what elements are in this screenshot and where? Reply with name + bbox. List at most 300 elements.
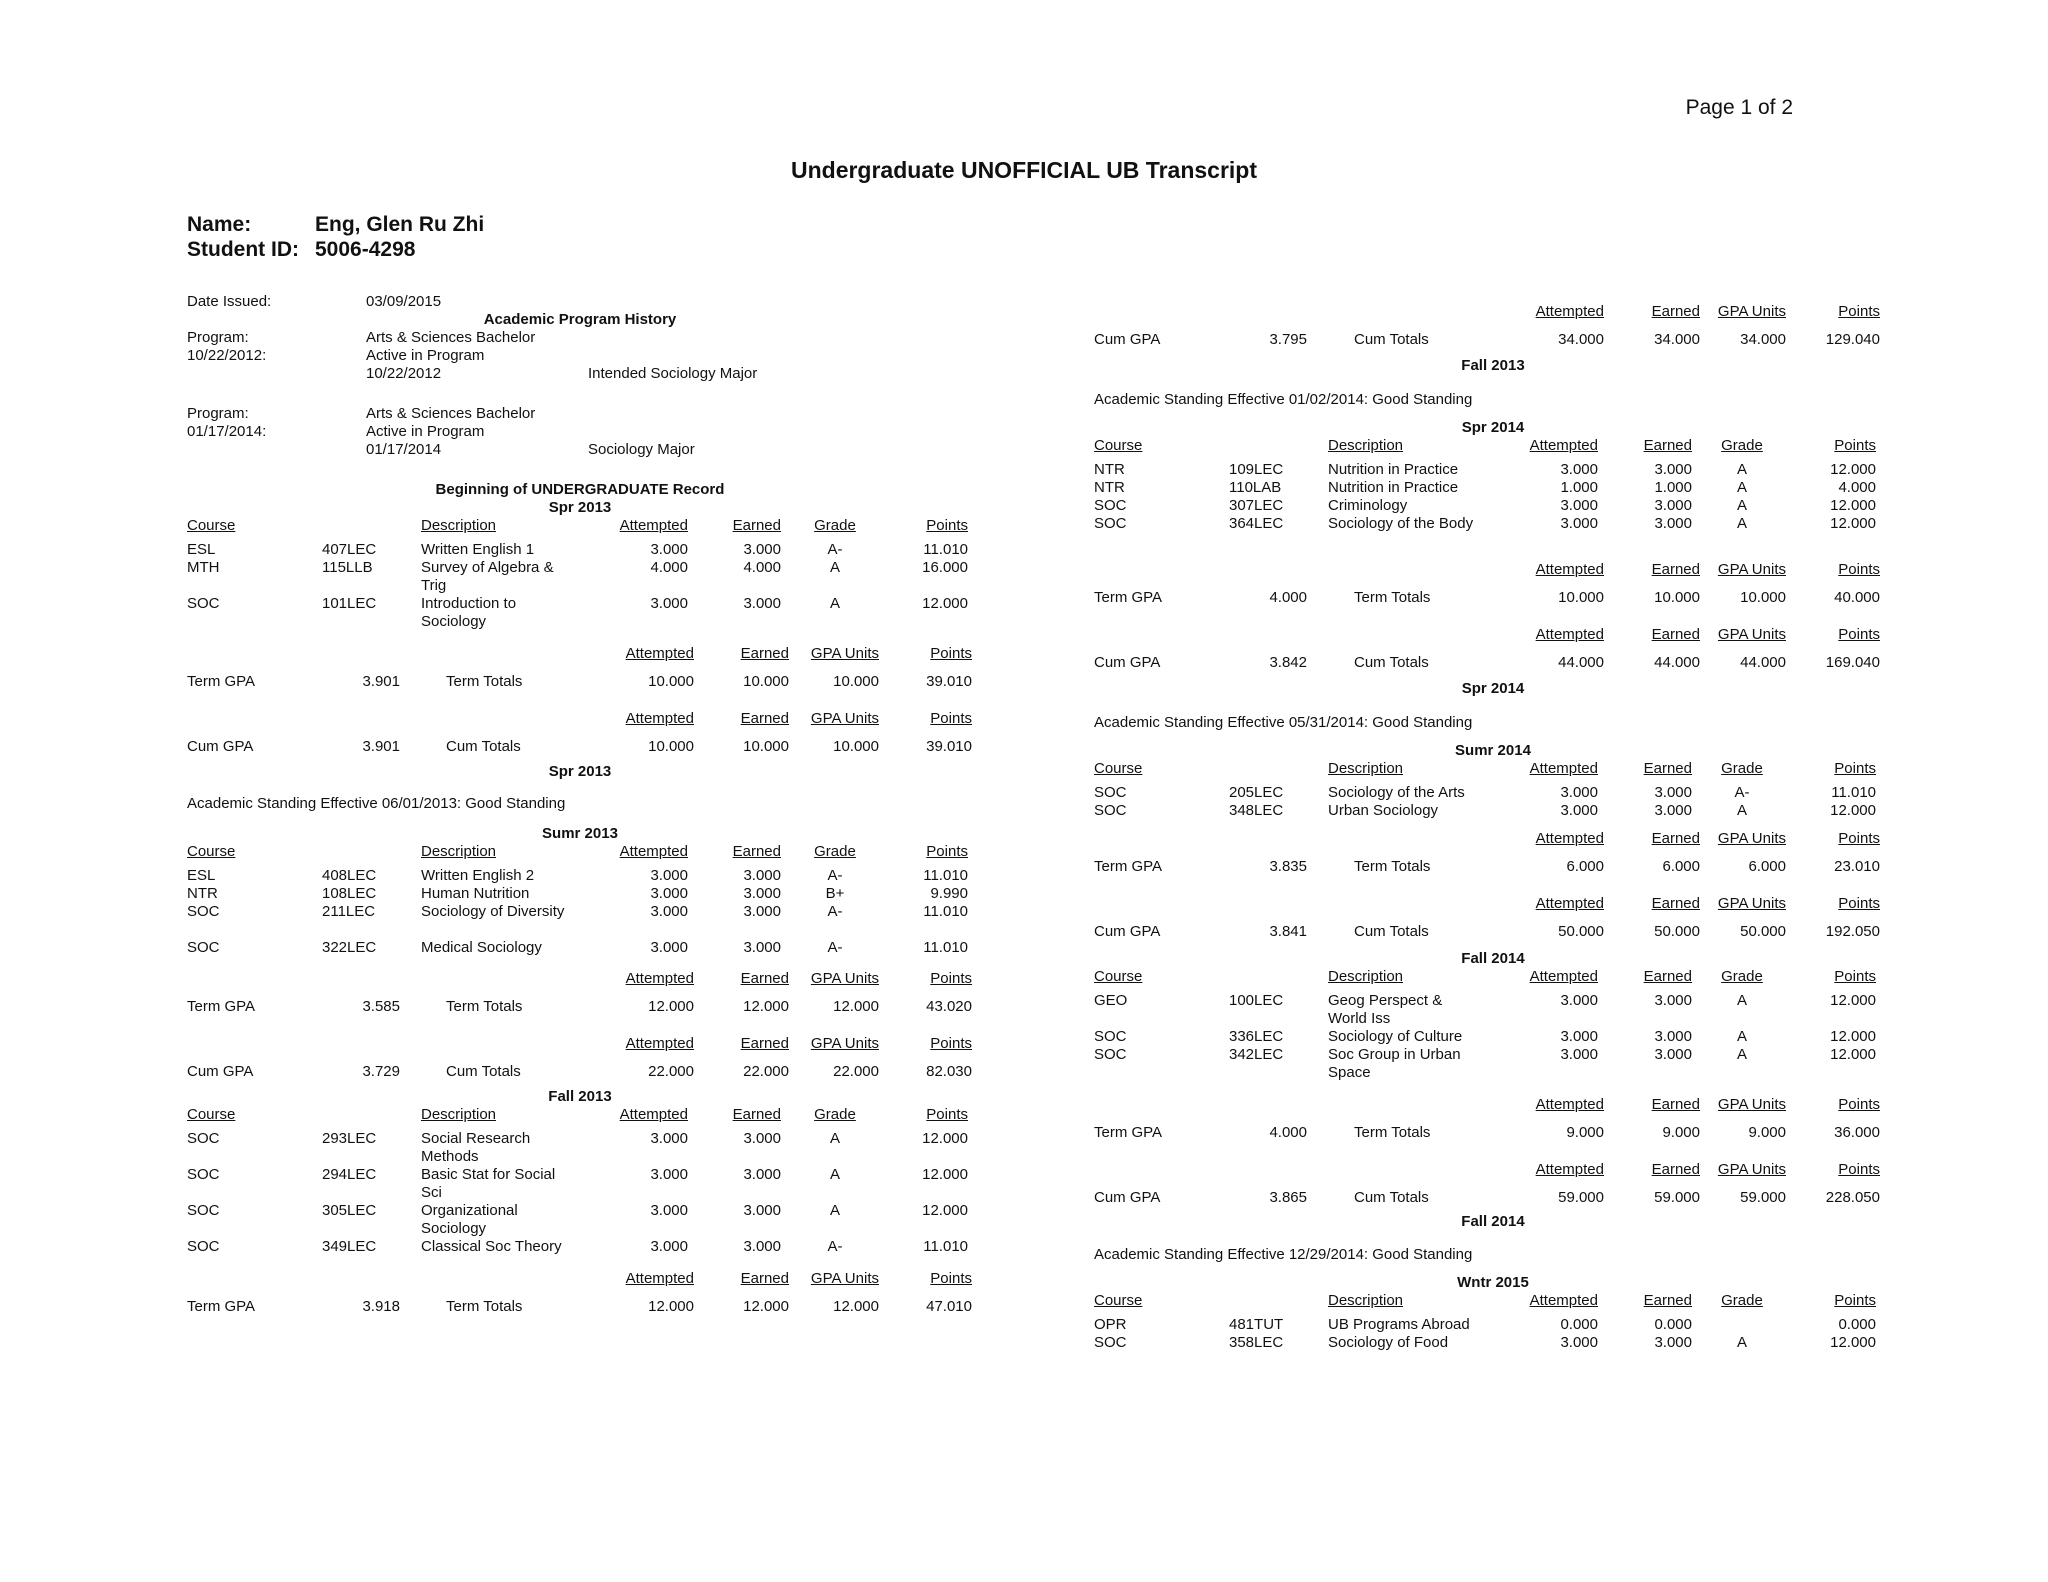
header-attempted: Attempted: [1535, 1096, 1604, 1113]
header-attempted: Attempted: [1535, 895, 1604, 912]
course-earned: 3.000: [1654, 461, 1692, 478]
header-attempted: Attempted: [619, 1106, 688, 1123]
course-attempted: 0.000: [1560, 1316, 1598, 1333]
course-description: Nutrition in Practice: [1328, 479, 1459, 496]
header-description: Description: [421, 517, 497, 534]
course-description: Classical Soc Theory: [421, 1238, 562, 1255]
course-earned: 3.000: [1654, 1334, 1692, 1351]
totals-points: 169.040: [1825, 654, 1880, 671]
header-points: Points: [1838, 1096, 1880, 1113]
course-number: 293LEC: [322, 1130, 377, 1147]
header-earned: Earned: [740, 970, 789, 987]
course-number: 358LEC: [1229, 1334, 1284, 1351]
header-attempted: Attempted: [1529, 1292, 1598, 1309]
course-points: 12.000: [922, 595, 968, 612]
header-attempted: Attempted: [1535, 1161, 1604, 1178]
course-description: Nutrition in Practice: [1328, 461, 1459, 478]
course-earned: 3.000: [1654, 802, 1692, 819]
course-points: 0.000: [1838, 1316, 1876, 1333]
totals-gpa-units: 10.000: [833, 738, 879, 755]
student-id-label: Student ID:: [187, 238, 299, 261]
term-gpa-label: Term GPA: [187, 673, 256, 690]
header-attempted: Attempted: [1535, 561, 1604, 578]
course-earned: 3.000: [743, 867, 781, 884]
term-title: Sumr 2014: [1455, 742, 1531, 759]
header-gpa-units: GPA Units: [1717, 1161, 1786, 1178]
program-label: Program:: [187, 405, 249, 422]
course-earned: 3.000: [743, 1202, 781, 1219]
totals-gpa-units: 12.000: [833, 1298, 879, 1315]
course-attempted: 3.000: [650, 595, 688, 612]
cum-gpa: 3.841: [1269, 923, 1307, 940]
header-points: Points: [1834, 1292, 1876, 1309]
header-earned: Earned: [740, 645, 789, 662]
cum-gpa: 3.901: [362, 738, 400, 755]
course-subject: SOC: [187, 595, 220, 612]
course-number: 211LEC: [322, 903, 376, 920]
cum-totals-label: Cum Totals: [1354, 331, 1429, 348]
course-number: 100LEC: [1229, 992, 1284, 1009]
course-description: Basic Stat for Social Sci: [421, 1166, 556, 1201]
totals-attempted: 12.000: [648, 1298, 694, 1315]
cum-totals-label: Cum Totals: [446, 738, 521, 755]
header-earned: Earned: [1643, 968, 1692, 985]
header-earned: Earned: [1643, 760, 1692, 777]
course-subject: ESL: [187, 867, 216, 884]
course-attempted: 3.000: [1560, 1028, 1598, 1045]
term-title: Spr 2014: [1461, 419, 1525, 436]
course-grade: A: [1736, 479, 1747, 496]
course-grade: A: [829, 1166, 840, 1183]
header-attempted: Attempted: [1535, 303, 1604, 320]
course-description: Medical Sociology: [421, 939, 542, 956]
standing-term: Fall 2014: [1461, 1213, 1525, 1230]
header-attempted: Attempted: [1529, 968, 1598, 985]
course-points: 9.990: [930, 885, 968, 902]
term-totals-label: Term Totals: [1354, 1124, 1431, 1141]
course-number: 481TUT: [1229, 1316, 1284, 1333]
course-subject: SOC: [1094, 1046, 1127, 1063]
header-description: Description: [1328, 760, 1404, 777]
course-number: 348LEC: [1229, 802, 1284, 819]
course-earned: 3.000: [1654, 992, 1692, 1009]
course-grade: A: [1736, 497, 1747, 514]
course-description: Human Nutrition: [421, 885, 530, 902]
course-subject: GEO: [1094, 992, 1128, 1009]
program-label: Program:: [187, 329, 249, 346]
date-issued: 03/09/2015: [366, 293, 442, 310]
totals-points: 47.010: [926, 1298, 972, 1315]
date-issued-label: Date Issued:: [187, 293, 272, 310]
totals-points: 23.010: [1834, 858, 1880, 875]
course-earned: 3.000: [1654, 515, 1692, 532]
course-attempted: 3.000: [1560, 802, 1598, 819]
header-gpa-units: GPA Units: [810, 710, 879, 727]
name-label: Name:: [187, 213, 252, 236]
course-number: 336LEC: [1229, 1028, 1284, 1045]
term-gpa-label: Term GPA: [1094, 858, 1163, 875]
course-attempted: 3.000: [650, 903, 688, 920]
header-grade: Grade: [814, 1106, 856, 1123]
header-description: Description: [1328, 1292, 1404, 1309]
cum-totals-label: Cum Totals: [1354, 654, 1429, 671]
totals-gpa-units: 10.000: [833, 673, 879, 690]
totals-points: 40.000: [1834, 589, 1880, 606]
course-number: 205LEC: [1229, 784, 1284, 801]
course-subject: SOC: [1094, 515, 1127, 532]
course-number: 109LEC: [1229, 461, 1284, 478]
header-earned: Earned: [1651, 561, 1700, 578]
academic-standing: Academic Standing Effective 05/31/2014: Good Standing: [1094, 714, 1473, 731]
course-grade: A: [1736, 802, 1747, 819]
course-earned: 3.000: [743, 1238, 781, 1255]
header-earned: Earned: [732, 1106, 781, 1123]
course-attempted: 3.000: [650, 1202, 688, 1219]
course-subject: NTR: [1094, 479, 1125, 496]
term-gpa: 3.835: [1269, 858, 1307, 875]
course-subject: NTR: [1094, 461, 1125, 478]
header-points: Points: [1838, 561, 1880, 578]
course-grade: A: [1736, 1028, 1747, 1045]
course-earned: 3.000: [1654, 1028, 1692, 1045]
cum-gpa: 3.795: [1269, 331, 1307, 348]
totals-points: 36.000: [1834, 1124, 1880, 1141]
cum-totals-label: Cum Totals: [446, 1063, 521, 1080]
course-subject: SOC: [187, 1202, 220, 1219]
course-description: Organizational Sociology: [421, 1202, 518, 1237]
header-grade: Grade: [1721, 968, 1763, 985]
course-attempted: 3.000: [1560, 992, 1598, 1009]
header-gpa-units: GPA Units: [1717, 830, 1786, 847]
program-date: 10/22/2012: [366, 365, 442, 382]
course-description: Soc Group in Urban Space: [1328, 1046, 1461, 1081]
header-points: Points: [926, 1106, 968, 1123]
course-number: 364LEC: [1229, 515, 1284, 532]
header-gpa-units: GPA Units: [810, 1035, 879, 1052]
totals-earned: 6.000: [1662, 858, 1700, 875]
header-gpa-units: GPA Units: [810, 970, 879, 987]
course-attempted: 3.000: [1560, 497, 1598, 514]
header-earned: Earned: [1651, 830, 1700, 847]
course-attempted: 3.000: [650, 939, 688, 956]
course-subject: SOC: [187, 939, 220, 956]
course-number: 342LEC: [1229, 1046, 1284, 1063]
course-earned: 3.000: [743, 903, 781, 920]
header-grade: Grade: [814, 517, 856, 534]
course-grade: A-: [827, 1238, 843, 1255]
course-description: Survey of Algebra & Trig: [421, 559, 554, 594]
course-grade: A: [1736, 992, 1747, 1009]
totals-attempted: 10.000: [1558, 589, 1604, 606]
term-totals-label: Term Totals: [446, 1298, 523, 1315]
header-grade: Grade: [1721, 437, 1763, 454]
totals-gpa-units: 59.000: [1740, 1189, 1786, 1206]
term-totals-label: Term Totals: [446, 673, 523, 690]
course-attempted: 3.000: [1560, 1334, 1598, 1351]
record-title: Beginning of UNDERGRADUATE Record: [435, 481, 725, 498]
course-grade: A: [829, 559, 840, 576]
header-points: Points: [1838, 895, 1880, 912]
course-grade: A-: [827, 867, 843, 884]
course-earned: 3.000: [743, 885, 781, 902]
course-points: 11.010: [923, 541, 968, 558]
cum-gpa-label: Cum GPA: [1094, 654, 1161, 671]
header-description: Description: [1328, 968, 1404, 985]
totals-points: 39.010: [926, 673, 972, 690]
course-points: 16.000: [922, 559, 968, 576]
header-attempted: Attempted: [619, 517, 688, 534]
header-attempted: Attempted: [625, 1035, 694, 1052]
course-points: 11.010: [923, 903, 968, 920]
totals-attempted: 10.000: [648, 738, 694, 755]
course-grade: A: [829, 595, 840, 612]
cum-gpa-label: Cum GPA: [187, 738, 254, 755]
header-points: Points: [930, 710, 972, 727]
course-subject: SOC: [187, 1238, 220, 1255]
course-attempted: 3.000: [650, 867, 688, 884]
header-attempted: Attempted: [1529, 437, 1598, 454]
totals-gpa-units: 22.000: [833, 1063, 879, 1080]
course-earned: 3.000: [743, 1130, 781, 1147]
header-points: Points: [930, 1270, 972, 1287]
course-number: 322LEC: [322, 939, 377, 956]
course-grade: A: [829, 1202, 840, 1219]
header-description: Description: [421, 843, 497, 860]
course-attempted: 1.000: [1560, 479, 1598, 496]
header-points: Points: [930, 645, 972, 662]
course-points: 12.000: [1830, 1046, 1876, 1063]
course-attempted: 3.000: [1560, 1046, 1598, 1063]
term-title: Fall 2014: [1461, 950, 1525, 967]
course-number: 101LEC: [322, 595, 377, 612]
program-name: Arts & Sciences Bachelor: [366, 329, 536, 346]
header-description: Description: [1328, 437, 1404, 454]
standing-term: Fall 2013: [1461, 357, 1525, 374]
course-description: Sociology of the Body: [1328, 515, 1474, 532]
course-earned: 3.000: [743, 541, 781, 558]
course-subject: ESL: [187, 541, 216, 558]
header-points: Points: [930, 1035, 972, 1052]
totals-points: 43.020: [926, 998, 972, 1015]
course-description: Sociology of Food: [1328, 1334, 1449, 1351]
header-earned: Earned: [732, 843, 781, 860]
program-date: 01/17/2014: [366, 441, 442, 458]
course-description: Written English 1: [421, 541, 535, 558]
header-gpa-units: GPA Units: [1717, 895, 1786, 912]
header-attempted: Attempted: [1535, 626, 1604, 643]
course-subject: SOC: [187, 903, 220, 920]
course-attempted: 3.000: [650, 1166, 688, 1183]
totals-gpa-units: 6.000: [1748, 858, 1786, 875]
header-gpa-units: GPA Units: [810, 645, 879, 662]
header-grade: Grade: [1721, 1292, 1763, 1309]
header-points: Points: [930, 970, 972, 987]
header-attempted: Attempted: [625, 970, 694, 987]
totals-earned: 44.000: [1654, 654, 1700, 671]
course-attempted: 3.000: [650, 541, 688, 558]
course-description: Sociology of Culture: [1328, 1028, 1463, 1045]
course-description: Written English 2: [421, 867, 535, 884]
header-points: Points: [926, 517, 968, 534]
totals-attempted: 50.000: [1558, 923, 1604, 940]
header-earned: Earned: [740, 1035, 789, 1052]
totals-attempted: 34.000: [1558, 331, 1604, 348]
totals-earned: 50.000: [1654, 923, 1700, 940]
course-number: 294LEC: [322, 1166, 377, 1183]
totals-gpa-units: 34.000: [1740, 331, 1786, 348]
course-earned: 3.000: [1654, 1046, 1692, 1063]
cum-totals-label: Cum Totals: [1354, 923, 1429, 940]
totals-earned: 9.000: [1662, 1124, 1700, 1141]
program-name: Arts & Sciences Bachelor: [366, 405, 536, 422]
header-gpa-units: GPA Units: [810, 1270, 879, 1287]
totals-attempted: 6.000: [1566, 858, 1604, 875]
totals-earned: 59.000: [1654, 1189, 1700, 1206]
header-earned: Earned: [1651, 1161, 1700, 1178]
course-attempted: 3.000: [1560, 784, 1598, 801]
totals-attempted: 44.000: [1558, 654, 1604, 671]
page-number: Page 1 of 2: [1685, 96, 1793, 119]
academic-standing: Academic Standing Effective 01/02/2014: Good Standing: [1094, 391, 1473, 408]
term-title: Spr 2013: [548, 499, 612, 516]
cum-gpa-label: Cum GPA: [187, 1063, 254, 1080]
term-totals-label: Term Totals: [1354, 858, 1431, 875]
totals-earned: 22.000: [743, 1063, 789, 1080]
course-grade: A: [829, 1130, 840, 1147]
totals-earned: 34.000: [1654, 331, 1700, 348]
course-grade: A-: [827, 903, 843, 920]
header-earned: Earned: [1651, 1096, 1700, 1113]
header-earned: Earned: [1643, 437, 1692, 454]
standing-term: Spr 2013: [548, 763, 612, 780]
course-grade: A: [1736, 461, 1747, 478]
course-points: 12.000: [1830, 497, 1876, 514]
course-attempted: 3.000: [650, 1238, 688, 1255]
totals-points: 228.050: [1825, 1189, 1880, 1206]
program-date-label: 01/17/2014:: [187, 423, 267, 440]
totals-earned: 10.000: [1654, 589, 1700, 606]
course-description: Social Research Methods: [421, 1130, 531, 1165]
totals-gpa-units: 12.000: [833, 998, 879, 1015]
course-points: 12.000: [922, 1166, 968, 1183]
course-description: UB Programs Abroad: [1328, 1316, 1470, 1333]
course-number: 110LAB: [1229, 479, 1282, 496]
header-course: Course: [187, 843, 236, 860]
course-number: 408LEC: [322, 867, 377, 884]
header-attempted: Attempted: [625, 710, 694, 727]
header-points: Points: [1834, 968, 1876, 985]
header-course: Course: [187, 517, 236, 534]
totals-gpa-units: 50.000: [1740, 923, 1786, 940]
course-earned: 3.000: [1654, 497, 1692, 514]
totals-gpa-units: 10.000: [1740, 589, 1786, 606]
header-attempted: Attempted: [1535, 830, 1604, 847]
cum-gpa-label: Cum GPA: [1094, 1189, 1161, 1206]
course-number: 349LEC: [322, 1238, 377, 1255]
totals-gpa-units: 44.000: [1740, 654, 1786, 671]
header-attempted: Attempted: [625, 1270, 694, 1287]
course-subject: NTR: [187, 885, 218, 902]
course-description: Introduction to Sociology: [421, 595, 517, 630]
cum-gpa: 3.729: [362, 1063, 400, 1080]
course-number: 307LEC: [1229, 497, 1284, 514]
header-attempted: Attempted: [619, 843, 688, 860]
course-subject: SOC: [187, 1130, 220, 1147]
course-description: Criminology: [1328, 497, 1408, 514]
course-earned: 3.000: [1654, 784, 1692, 801]
term-totals-label: Term Totals: [446, 998, 523, 1015]
header-description: Description: [421, 1106, 497, 1123]
header-course: Course: [1094, 760, 1143, 777]
course-earned: 1.000: [1654, 479, 1692, 496]
course-subject: SOC: [1094, 497, 1127, 514]
header-attempted: Attempted: [625, 645, 694, 662]
term-totals-label: Term Totals: [1354, 589, 1431, 606]
course-points: 11.010: [923, 1238, 968, 1255]
course-subject: SOC: [1094, 1334, 1127, 1351]
header-course: Course: [1094, 968, 1143, 985]
program-plan: Sociology Major: [588, 441, 695, 458]
course-attempted: 3.000: [650, 885, 688, 902]
course-subject: SOC: [1094, 1028, 1127, 1045]
course-points: 12.000: [1830, 992, 1876, 1009]
program-status: Active in Program: [366, 423, 485, 440]
course-earned: 0.000: [1654, 1316, 1692, 1333]
totals-attempted: 12.000: [648, 998, 694, 1015]
academic-standing: Academic Standing Effective 06/01/2013: Good Standing: [187, 795, 566, 812]
document-title: Undergraduate UNOFFICIAL UB Transcript: [790, 157, 1258, 183]
header-points: Points: [926, 843, 968, 860]
course-number: 108LEC: [322, 885, 377, 902]
course-number: 305LEC: [322, 1202, 377, 1219]
header-gpa-units: GPA Units: [1717, 561, 1786, 578]
student-name: Eng, Glen Ru Zhi: [315, 213, 485, 236]
course-points: 12.000: [922, 1202, 968, 1219]
course-description: Sociology of Diversity: [421, 903, 565, 920]
program-date-label: 10/22/2012:: [187, 347, 267, 364]
totals-earned: 12.000: [743, 998, 789, 1015]
header-earned: Earned: [740, 1270, 789, 1287]
course-points: 12.000: [1830, 1028, 1876, 1045]
term-gpa: 4.000: [1269, 1124, 1307, 1141]
course-description: Geog Perspect & World Iss: [1328, 992, 1443, 1027]
totals-earned: 10.000: [743, 738, 789, 755]
course-attempted: 3.000: [1560, 515, 1598, 532]
course-number: 407LEC: [322, 541, 377, 558]
totals-points: 39.010: [926, 738, 972, 755]
header-gpa-units: GPA Units: [1717, 303, 1786, 320]
header-points: Points: [1834, 437, 1876, 454]
course-grade: A-: [1734, 784, 1750, 801]
term-title: Fall 2013: [548, 1088, 612, 1105]
course-grade: A-: [827, 541, 843, 558]
header-earned: Earned: [1651, 303, 1700, 320]
course-points: 12.000: [922, 1130, 968, 1147]
header-earned: Earned: [1651, 626, 1700, 643]
course-number: 115LLB: [322, 559, 373, 576]
course-earned: 3.000: [743, 1166, 781, 1183]
course-description: Sociology of the Arts: [1328, 784, 1465, 801]
term-title: Wntr 2015: [1457, 1274, 1529, 1291]
course-points: 4.000: [1838, 479, 1876, 496]
term-gpa: 4.000: [1269, 589, 1307, 606]
course-points: 12.000: [1830, 1334, 1876, 1351]
totals-points: 82.030: [926, 1063, 972, 1080]
course-attempted: 3.000: [1560, 461, 1598, 478]
term-title: Sumr 2013: [542, 825, 618, 842]
totals-attempted: 59.000: [1558, 1189, 1604, 1206]
totals-attempted: 22.000: [648, 1063, 694, 1080]
